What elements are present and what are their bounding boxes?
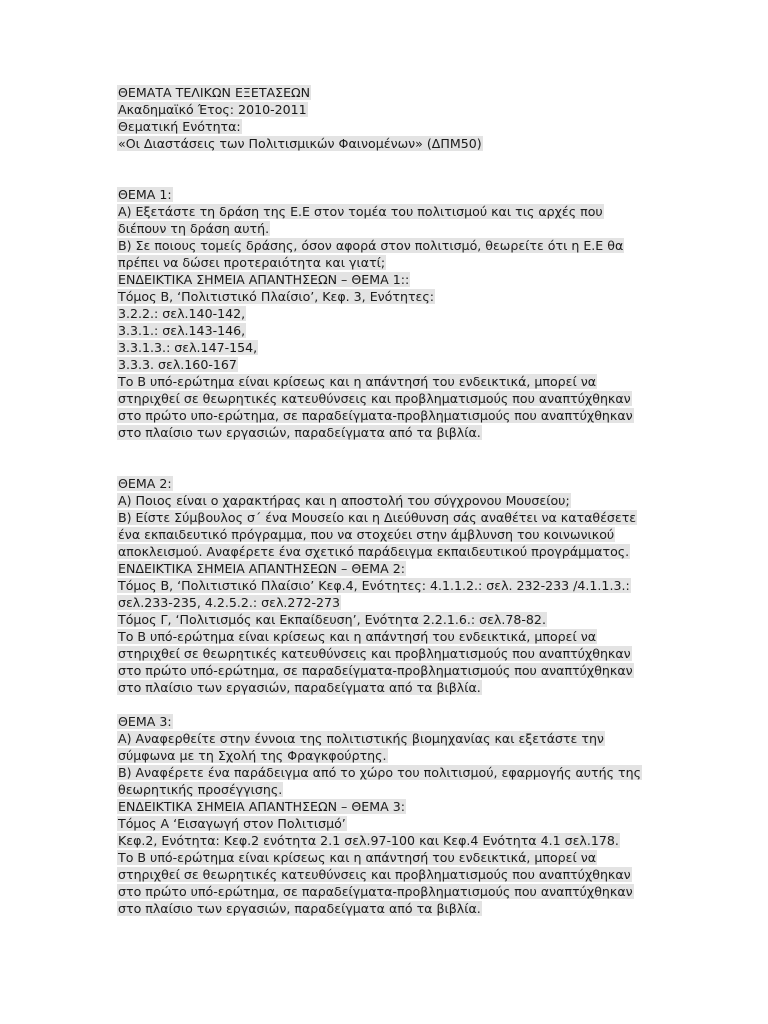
section-line: διέπουν τη δράση αυτή. xyxy=(118,221,270,236)
section-line: Τόμος Α ‘Εισαγωγή στον Πολιτισμό’ xyxy=(118,816,346,831)
section-line: στο πλαίσιο των εργασιών, παραδείγματα από τα βιβλία. xyxy=(118,680,481,695)
section-3 xyxy=(117,713,677,917)
section-line: στηριχθεί σε θεωρητικές κατευθύνσεις και προβληματισμούς που αναπτύχθηκαν xyxy=(118,867,631,882)
section-heading: ΘΕΜΑ 3: xyxy=(118,714,172,729)
section-line: Το Β υπό-ερώτημα είναι κρίσεως και η απάντησή του ενδεικτικά, μπορεί να xyxy=(118,850,597,865)
section-line: στο πρώτο υπό-ερώτημα, σε παραδείγματα-προβληματισμούς που αναπτύχθηκαν xyxy=(118,663,633,678)
section-line: σελ.233-235, 4.2.5.2.: σελ.272-273 xyxy=(118,595,341,610)
section-line: στο πρώτο υπό-ερώτημα, σε παραδείγματα-προβληματισμούς που αναπτύχθηκαν xyxy=(118,884,633,899)
document-body xyxy=(117,84,677,917)
section-2 xyxy=(117,475,677,696)
section-line: Κεφ.2, Ενότητα: Κεφ.2 ενότητα 2.1 σελ.97-100 και Κεφ.4 Ενότητα 4.1 σελ.178. xyxy=(118,833,619,848)
section-heading: ΘΕΜΑ 2: xyxy=(118,476,172,491)
section-line: Τόμος Β, ‘Πολιτιστικό Πλαίσιο’, Κεφ. 3, Ενότητες: xyxy=(118,289,434,304)
answer-heading: ΕΝΔΕΙΚΤΙΚΑ ΣΗΜΕΙΑ ΑΠΑΝΤΗΣΕΩΝ – ΘΕΜΑ 2: xyxy=(118,561,405,576)
section-line: στηριχθεί σε θεωρητικές κατευθύνσεις και προβληματισμούς που αναπτύχθηκαν xyxy=(118,646,631,661)
section-line: Το Β υπό-ερώτημα είναι κρίσεως και η απάντησή του ενδεικτικά, μπορεί να xyxy=(118,629,597,644)
section-line: Α) Ποιος είναι ο χαρακτήρας και η αποστολή του σύγχρονου Μουσείου; xyxy=(118,493,570,508)
section-line: Τόμος Γ, ‘Πολιτισμός και Εκπαίδευση’, Ενότητα 2.2.1.6.: σελ.78-82. xyxy=(118,612,546,627)
answer-heading: ΕΝΔΕΙΚΤΙΚΑ ΣΗΜΕΙΑ ΑΠΑΝΤΗΣΕΩΝ – ΘΕΜΑ 1:: xyxy=(118,272,410,287)
section-line: σύμφωνα με τη Σχολή της Φραγκφούρτης. xyxy=(118,748,387,763)
section-line: θεωρητικής προσέγγισης. xyxy=(118,782,283,797)
section-line: Α) Εξετάστε τη δράση της Ε.Ε στον τομέα του πολιτισμού και τις αρχές που xyxy=(118,204,603,219)
section-line: Β) Σε ποιους τομείς δράσης, όσον αφορά στον πολιτισμό, θεωρείτε ότι η Ε.Ε θα xyxy=(118,238,624,253)
exam-title: ΘΕΜΑΤΑ ΤΕΛΙΚΩΝ ΕΞΕΤΑΣΕΩΝ xyxy=(118,85,311,100)
section-line: στηριχθεί σε θεωρητικές κατευθύνσεις και προβληματισμούς που αναπτύχθηκαν xyxy=(118,391,631,406)
section-line: 3.3.1.: σελ.143-146, xyxy=(118,323,246,338)
answer-heading: ΕΝΔΕΙΚΤΙΚΑ ΣΗΜΕΙΑ ΑΠΑΝΤΗΣΕΩΝ – ΘΕΜΑ 3: xyxy=(118,799,405,814)
section-line: Τόμος Β, ‘Πολιτιστικό Πλαίσιο’ Κεφ.4, Ενότητες: 4.1.1.2.: σελ. 232-233 /4.1.1.3.: xyxy=(118,578,630,593)
document-header xyxy=(117,84,677,152)
section-line: αποκλεισμού. Αναφέρετε ένα σχετικό παράδειγμα εκπαιδευτικού προγράμματος. xyxy=(118,544,630,559)
section-line: στο πλαίσιο των εργασιών, παραδείγματα από τα βιβλία. xyxy=(118,901,481,916)
thematic-unit-name: «Οι Διαστάσεις των Πολιτισμικών Φαινομένων» (ΔΠΜ50) xyxy=(118,136,482,151)
section-heading: ΘΕΜΑ 1: xyxy=(118,187,172,202)
thematic-unit-label: Θεματική Ενότητα: xyxy=(118,119,241,134)
section-line: 3.2.2.: σελ.140-142, xyxy=(118,306,246,321)
section-line: Β) Είστε Σύμβουλος σ΄ ένα Μουσείο και η Διεύθυνση σάς αναθέτει να καταθέσετε xyxy=(118,510,637,525)
section-1 xyxy=(117,186,677,441)
section-line: στο πρώτο υπο-ερώτημα, σε παραδείγματα-προβληματισμούς που αναπτύχθηκαν xyxy=(118,408,633,423)
section-line: στο πλαίσιο των εργασιών, παραδείγματα από τα βιβλία. xyxy=(118,425,481,440)
academic-year: Ακαδημαϊκό Έτος: 2010-2011 xyxy=(118,102,307,117)
section-line: Το Β υπό-ερώτημα είναι κρίσεως και η απάντησή του ενδεικτικά, μπορεί να xyxy=(118,374,597,389)
section-line: 3.3.3. σελ.160-167 xyxy=(118,357,237,372)
section-line: Β) Αναφέρετε ένα παράδειγμα από το χώρο του πολιτισμού, εφαρμογής αυτής της xyxy=(118,765,641,780)
section-line: ένα εκπαιδευτικό πρόγραμμα, που να στοχεύει στην άμβλυνση του κοινωνικού xyxy=(118,527,615,542)
section-line: 3.3.1.3.: σελ.147-154, xyxy=(118,340,258,355)
section-line: Α) Αναφερθείτε στην έννοια της πολιτιστικής βιομηχανίας και εξετάστε την xyxy=(118,731,604,746)
section-line: πρέπει να δώσει προτεραιότητα και γιατί; xyxy=(118,255,386,270)
